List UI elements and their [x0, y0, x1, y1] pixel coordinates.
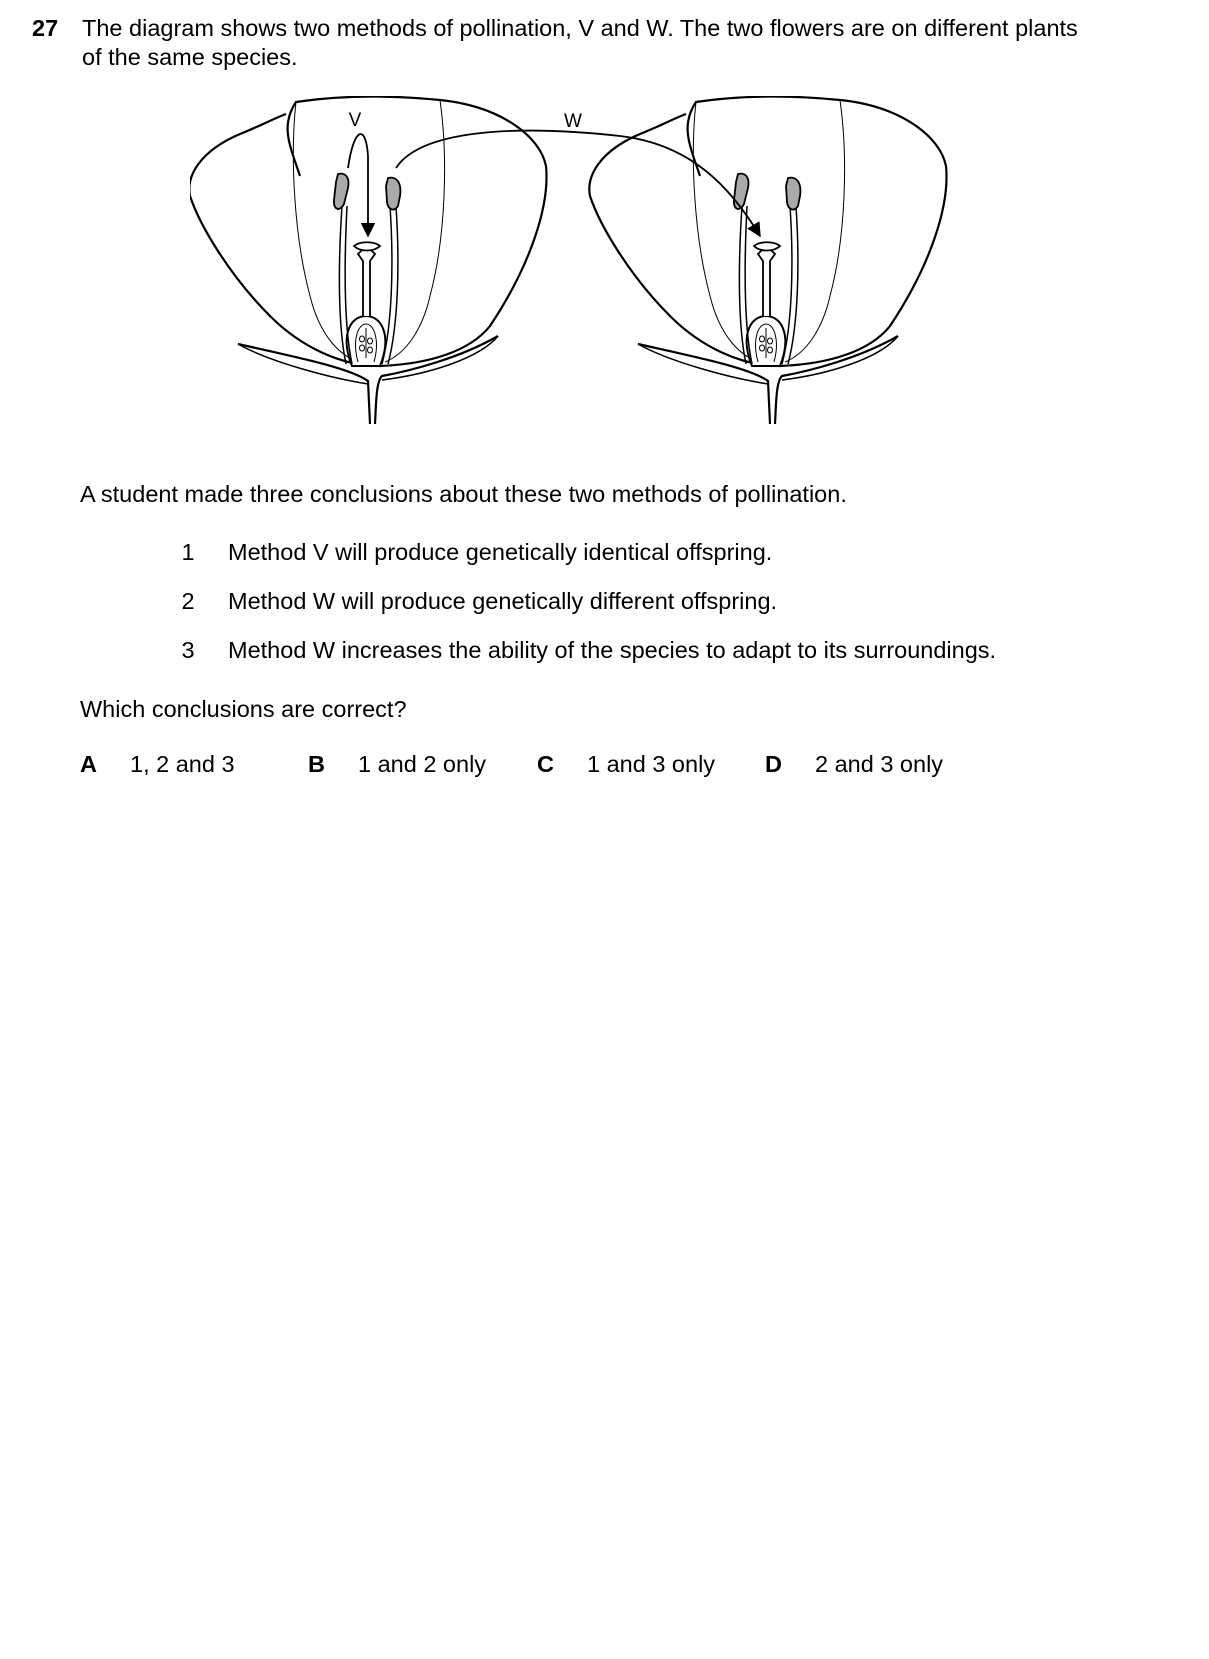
- option-a-text: 1, 2 and 3: [130, 751, 235, 777]
- conclusion-text: Method W will produce genetically different offspring.: [228, 588, 778, 614]
- label-v: V: [348, 110, 362, 131]
- question-number: 27: [32, 15, 59, 41]
- option-b-letter: B: [308, 751, 325, 777]
- conclusion-text: Method V will produce genetically identical offspring.: [228, 539, 773, 565]
- conclusion-text: Method W increases the ability of the species to adapt to its surroundings.: [228, 637, 997, 663]
- option-b-text: 1 and 2 only: [358, 751, 487, 777]
- pollination-diagram: [190, 96, 1020, 458]
- option-c-text: 1 and 3 only: [587, 751, 716, 777]
- question-text-line-1: The diagram shows two methods of pollination, V and W. The two flowers are on different plants: [82, 15, 1078, 41]
- option-d-letter: D: [765, 751, 782, 777]
- arrow-v: [348, 134, 368, 236]
- question-text: [82, 14, 1182, 72]
- prompt-text: Which conclusions are correct?: [80, 696, 407, 722]
- statement-text: A student made three conclusions about these two methods of pollination.: [80, 481, 847, 507]
- arrow-w: [396, 131, 760, 236]
- label-w: W: [564, 111, 582, 132]
- question-text-line-2: of the same species.: [82, 44, 298, 70]
- flower-w: [589, 97, 946, 425]
- option-d-text: 2 and 3 only: [815, 751, 944, 777]
- option-c-letter: C: [537, 751, 554, 777]
- option-a-letter: A: [80, 751, 97, 777]
- conclusion-number: 3: [181, 637, 195, 663]
- conclusion-number: 2: [181, 588, 195, 614]
- conclusion-number: 1: [181, 539, 195, 565]
- flower-v: [190, 97, 547, 425]
